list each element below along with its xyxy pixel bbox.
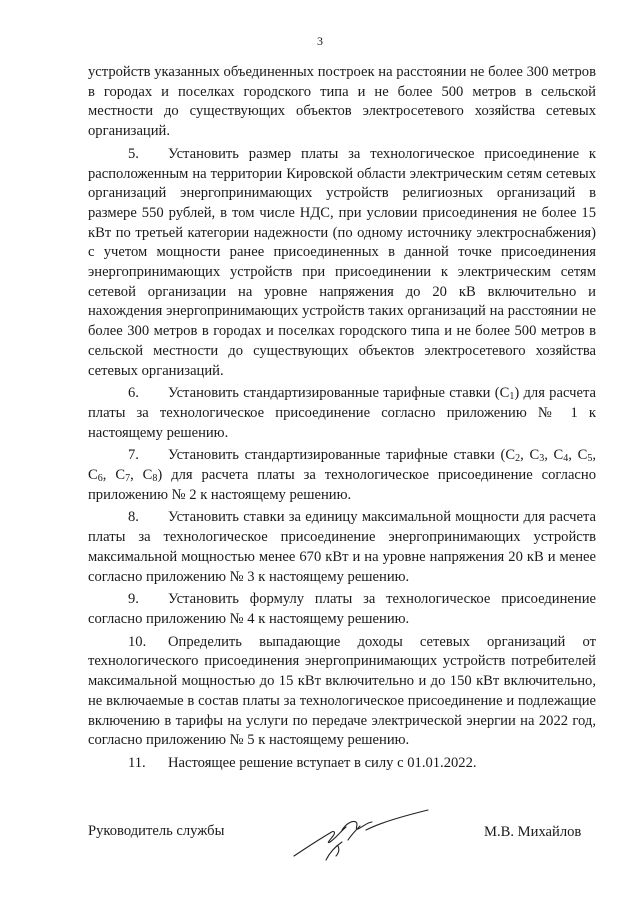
- item-10: [88, 633, 596, 751]
- item-number: 11.: [128, 754, 146, 771]
- item-text: ) для расчета платы за технологическое присоединение согласно приложению № 2 к настоящему решению.: [88, 467, 597, 503]
- item-text: , С: [88, 447, 597, 484]
- item-text: , С: [520, 447, 540, 464]
- item-text: Настоящее решение вступает в силу с 01.01.2022.: [168, 754, 477, 771]
- item-7: [88, 446, 596, 505]
- item-number: 7.: [128, 447, 139, 464]
- intro-paragraph: устройств указанных объединенных построек на расстоянии не более 300 метров в городах и поселках городского типа и не более 500 метров в сельской местности до существующих объектов электросетевого хозяйства сетевых организаций.: [88, 64, 596, 140]
- subscript: 8: [152, 473, 158, 485]
- item-text: Определить выпадающие доходы сетевых организаций от технологического присоединения энергопринимающих устройств потребителей максимальной мощностью до 15 кВт включительно и до 150 кВт включительно, не включаемые в состав платы за технологическое присоединение и подлежащие включению в тарифы на услуги по передаче электрической энергии на 2022 год, согласно приложению № 5 к настоящему решению.: [88, 633, 596, 749]
- item-text: Установить формулу платы за технологическое присоединение согласно приложению № 4 к настоящему решению.: [88, 591, 596, 627]
- signatory-position: Руководитель службы: [88, 823, 225, 839]
- subscript: 2: [515, 453, 521, 465]
- item-text: Установить размер платы за технологическое присоединение к расположенным на территории Кировской области электрическим сетям сетевых организаций энергопринимающих устройств религиозных организаций в размере 550 рублей, в том числе НДС, при условии присоединения не более 15 кВт по третьей категории надежности (по одному источнику электроснабжения) с учетом мощности ранее присоединенных в данной точке присоединения энергопринимающих устройств при присоединении к электрическим сетям сетевой организации на уровне напряжения до 20 кВ включительно и нахождения энергопринимающих устройств таких организаций на расстоянии не более 300 метров в городах и поселках городского типа и не более 500 метров в сельской местности до существующих объектов электросетевого хозяйства сетевых организаций.: [88, 145, 596, 379]
- item-text: Установить стандартизированные тарифные ставки (С: [168, 385, 510, 402]
- item-text: , С: [102, 467, 126, 484]
- item-11: [88, 754, 596, 774]
- item-6: [88, 384, 596, 443]
- subscript: 6: [97, 473, 103, 485]
- subscript: 3: [539, 453, 545, 465]
- item-text: Установить стандартизированные тарифные ставки (С: [168, 447, 516, 464]
- subscript: 1: [509, 391, 515, 403]
- item-9: [88, 590, 596, 629]
- item-number: 10.: [128, 633, 147, 650]
- item-number: 5.: [128, 145, 139, 162]
- document-body: [88, 63, 596, 774]
- item-text: ) для расчета платы за технологическое присоединение согласно приложению № 1 к настоящему решению.: [88, 385, 596, 441]
- signatory-name: М.В. Михайлов: [484, 824, 582, 840]
- page-number: 3: [317, 34, 323, 48]
- subscript: 7: [125, 473, 131, 485]
- item-number: 6.: [128, 385, 139, 402]
- item-text: Установить ставки за единицу максимальной мощности для расчета платы за технологическое присоединение энергопринимающих устройств максимальной мощностью менее 670 кВт и на уровне напряжения 20 кВ и менее согласно приложению № 3 к настоящему решению.: [88, 509, 596, 585]
- item-text: , С: [568, 447, 588, 464]
- item-number: 8.: [128, 509, 139, 526]
- item-text: , С: [130, 467, 153, 484]
- handwritten-signature: [286, 800, 436, 872]
- subscript: 4: [563, 453, 569, 465]
- subscript: 5: [587, 453, 593, 465]
- item-5: [88, 145, 596, 381]
- item-8: [88, 508, 596, 587]
- item-number: 9.: [128, 591, 139, 608]
- item-text: , С: [544, 447, 564, 464]
